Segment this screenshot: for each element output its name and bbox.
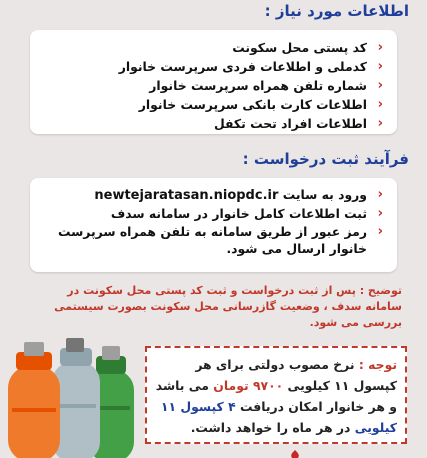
attention-box: توجه : نرخ مصوب دولتی برای هر کپسول ۱۱ کیلویی ۹۷۰۰ تومان می باشد و هر خانوار امکان دریافت ۴ کپسول ۱۱ کیلویی در هر ماه را خواهد داشت. [145, 346, 407, 444]
flame-icon [288, 450, 302, 458]
price-value: ۹۷۰۰ تومان [213, 378, 284, 393]
chevron-left-icon: ‹ [377, 78, 383, 93]
chevron-left-icon: ‹ [377, 40, 383, 55]
site-link[interactable]: newtejaratasan.niopdc.ir [94, 188, 279, 203]
list-item: ‹ اطلاعات کارت بانکی سرپرست خانوار [138, 97, 383, 112]
list-item: ‹ ورود به سایت newtejaratasan.niopdc.ir [94, 187, 383, 203]
required-info-box [30, 30, 397, 134]
chevron-left-icon: ‹ [377, 116, 383, 131]
chevron-left-icon: ‹ [377, 187, 383, 202]
process-list [30, 178, 397, 257]
list-item: ‹ کدملی و اطلاعات فردی سرپرست خانوار [118, 59, 383, 74]
required-info-heading: اطلاعات مورد نیاز : [264, 2, 409, 20]
cylinder-count: ۴ کپسول ۱۱ کیلویی [160, 399, 397, 435]
process-heading: فرآیند ثبت درخواست : [242, 150, 409, 168]
note-text: توضیح : پس از ثبت درخواست و ثبت کد پستی محل سکونت در سامانه سدف ، وضعیت گازرسانی محل سکونت بصورت سیستمی بررسی می شود. [54, 284, 402, 329]
process-box [30, 178, 397, 272]
attention-label: توجه : [358, 357, 397, 372]
list-item: ‹ رمز عبور از طریق سامانه به تلفن همراه سرپرست خانوار ارسال می شود. [57, 224, 383, 256]
list-item: ‹ ثبت اطلاعات کامل خانوار در سامانه سدف [110, 206, 383, 221]
required-info-list [30, 30, 397, 133]
gas-cylinders-illustration [4, 336, 144, 458]
chevron-left-icon: ‹ [377, 97, 383, 112]
chevron-left-icon: ‹ [377, 224, 383, 239]
chevron-left-icon: ‹ [377, 206, 383, 221]
list-item: ‹ کد پستی محل سکونت [232, 40, 383, 55]
list-item: ‹ شماره تلفن همراه سرپرست خانوار [149, 78, 383, 93]
chevron-left-icon: ‹ [377, 59, 383, 74]
list-item: ‹ اطلاعات افراد تحت تکفل [213, 116, 383, 131]
